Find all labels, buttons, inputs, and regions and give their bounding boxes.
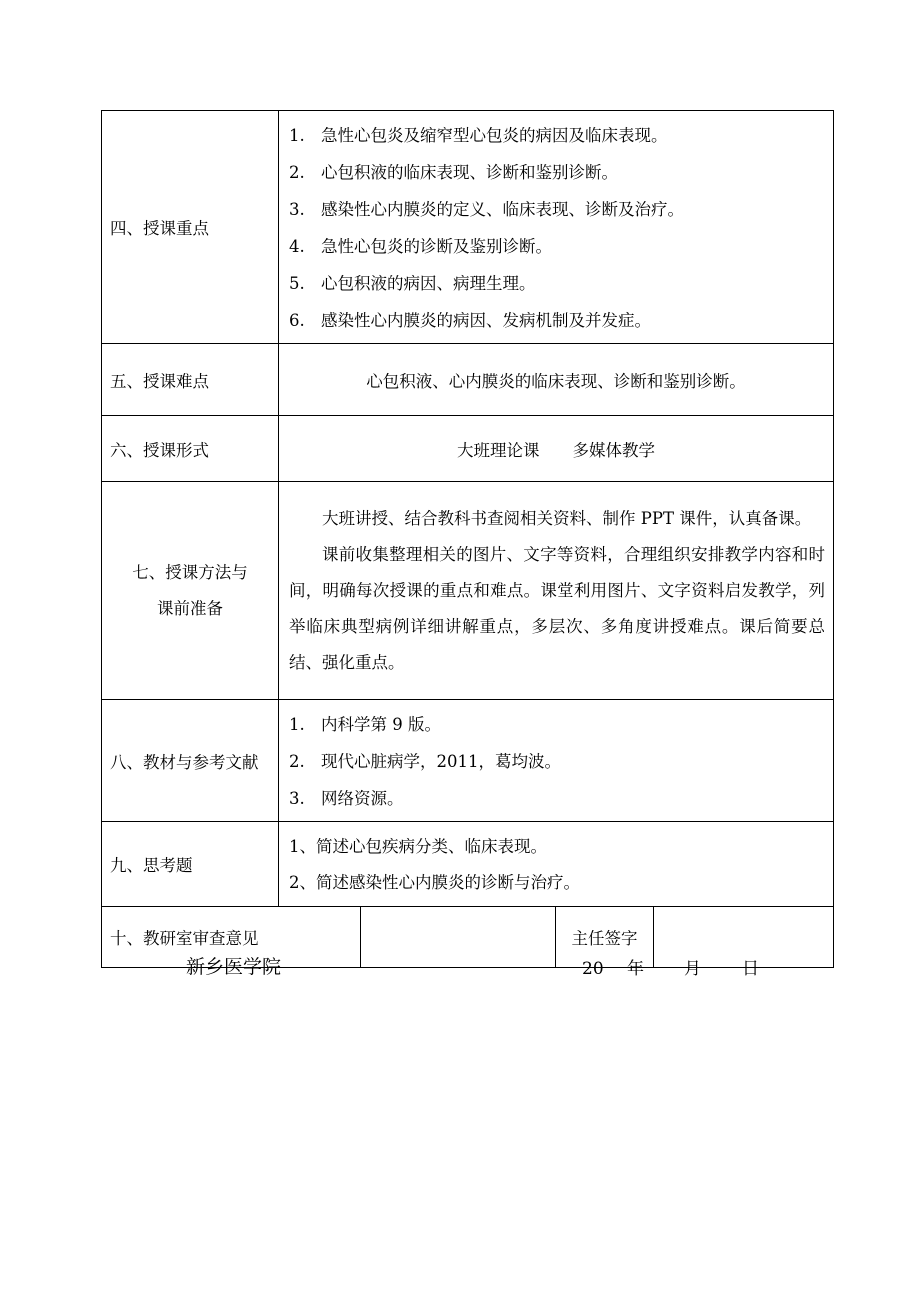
list-item: 2. 现代心脏病学，2011，葛均波。 (289, 752, 561, 771)
list-item: 3. 感染性心内膜炎的定义、临床表现、诊断及治疗。 (289, 200, 684, 219)
date-year-prefix: 20 (582, 959, 604, 979)
difficulties-content: 心包积液、心内膜炎的临床表现、诊断和鉴别诊断。 (279, 344, 834, 416)
review-label: 十、教研室审查意见 (102, 907, 361, 968)
list-item: 1. 急性心包炎及缩窄型心包炎的病因及临床表现。 (289, 126, 668, 145)
list-item: 2、简述感染性心内膜炎的诊断与治疗。 (289, 873, 580, 892)
references-content (279, 700, 834, 822)
signature-label: 主任签字 (556, 907, 654, 968)
review-opinion-field[interactable] (361, 907, 556, 968)
method-label (102, 482, 279, 700)
difficulties-label: 五、授课难点 (102, 344, 279, 416)
method-label-line2: 课前准备 (157, 598, 223, 618)
row-form (102, 416, 834, 482)
method-content (279, 482, 834, 700)
date-day-unit: 日 (742, 959, 759, 979)
list-item: 6. 感染性心内膜炎的病因、发病机制及并发症。 (289, 311, 651, 330)
form-content: 大班理论课 多媒体教学 (279, 416, 834, 482)
questions-content (279, 822, 834, 907)
key-points-content (279, 111, 834, 344)
references-label: 八、教材与参考文献 (102, 700, 279, 822)
date-line (582, 954, 759, 979)
form-label: 六、授课形式 (102, 416, 279, 482)
questions-label: 九、思考题 (102, 822, 279, 907)
list-item: 5. 心包积液的病因、病理生理。 (289, 274, 536, 293)
list-item: 1. 内科学第 9 版。 (289, 715, 441, 734)
method-paragraph: 课前收集整理相关的图片、文字等资料，合理组织安排教学内容和时间，明确每次授课的重点和难点。课堂利用图片、文字资料启发教学，列举临床典型病例详细讲解重点，多层次、多角度讲授难点。课后简要总结、强化重点。 (289, 544, 825, 672)
date-year-unit: 年 (627, 959, 644, 979)
list-item: 4. 急性心包炎的诊断及鉴别诊断。 (289, 237, 552, 256)
row-questions (102, 822, 834, 907)
row-difficulties (102, 344, 834, 416)
row-references (102, 700, 834, 822)
lesson-plan-table (101, 110, 834, 968)
row-method (102, 482, 834, 700)
row-key-points (102, 111, 834, 344)
key-points-label: 四、授课重点 (102, 111, 279, 344)
list-item: 2. 心包积液的临床表现、诊断和鉴别诊断。 (289, 163, 618, 182)
list-item: 1、简述心包疾病分类、临床表现。 (289, 837, 547, 856)
method-label-line1: 七、授课方法与 (132, 562, 248, 582)
method-paragraph: 大班讲授、结合教科书查阅相关资料、制作 PPT 课件，认真备课。 (322, 508, 812, 528)
list-item: 3. 网络资源。 (289, 789, 404, 808)
institution-name: 新乡医学院 (186, 956, 282, 978)
date-month-unit: 月 (684, 959, 701, 979)
